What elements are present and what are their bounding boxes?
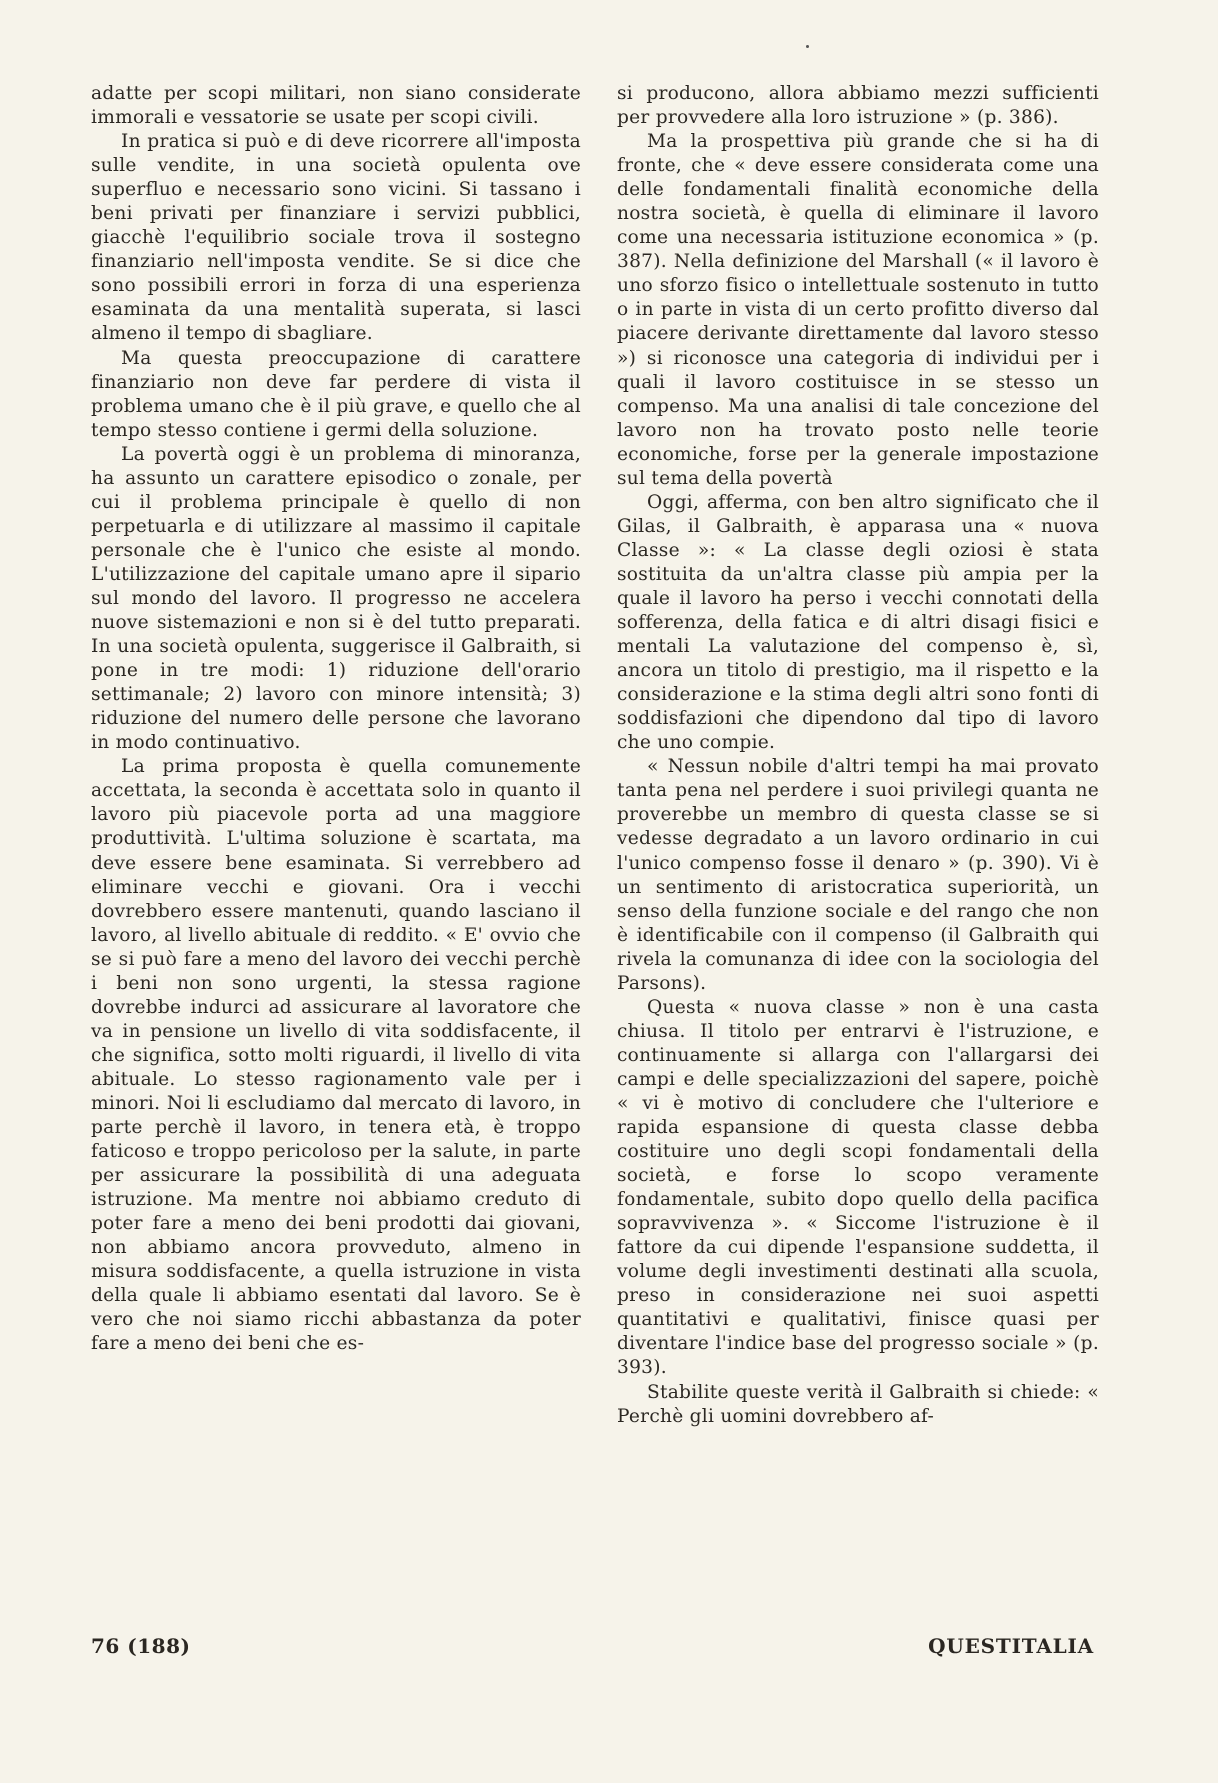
page-number: 76 (188) <box>91 1634 191 1658</box>
paragraph: La povertà oggi è un problema di minoranza, ha assunto un carattere episodico o zonale, per cui il problema principale è quello di non perpetuarla e di utilizzare al massimo il capitale personale che è l'unico che esiste al mondo. L'utilizzazione del capitale umano apre il sipario sul mondo del lavoro. Il progresso ne accelera nuove sistemazioni e non si è del tutto preparati. In una società opulenta, suggerisce il Galbraith, si pone in tre modi: 1) riduzione dell'orario settimanale; 2) lavoro con minore intensità; 3) riduzione del numero delle persone che lavorano in modo continuativo. <box>91 443 581 754</box>
paragraph: Oggi, afferma, con ben altro significato che il Gilas, il Galbraith, è apparasa una « nuova Classe »: « La classe degli oziosi è stata sostituita da un'altra classe più ampia per la quale il lavoro ha perso i vecchi connotati della sofferenza, della fatica e di altri disagi fisici e mentali La valutazione del compenso è, sì, ancora un titolo di prestigio, ma il rispetto e la considerazione e la stima degli altri sono fonti di soddisfazioni che dipendono dal tipo di lavoro che uno compie. <box>617 491 1099 754</box>
paragraph: In pratica si può e di deve ricorrere all'imposta sulle vendite, in una società opulenta ove superfluo e necessario sono vicini. Si tassano i beni privati per finanziare i servizi pubblici, giacchè l'equilibrio sociale trova il sostegno finanziario nell'imposta vendite. Se si dice che sono possibili errori in forza di una esperienza esaminata da una mentalità superata, si lasci almeno il tempo di sbagliare. <box>91 131 581 345</box>
publication-title: QUESTITALIA <box>928 1634 1094 1658</box>
paragraph: adatte per scopi militari, non siano considerate immorali e vessatorie se usate per scopi civili. <box>91 83 581 129</box>
ink-speck <box>806 45 809 48</box>
paragraph: Questa « nuova classe » non è una casta chiusa. Il titolo per entrarvi è l'istruzione, e continuamente si allarga con l'allargarsi dei campi e delle specializzazioni del sapere, poichè « vi è motivo di concludere che l'ulteriore e rapida espansione di questa classe debba costituire uno degli scopi fondamentali della società, e forse lo scopo veramente fondamentale, subito dopo quello della pacifica sopravvivenza ». « Siccome l'istruzione è il fattore da cui dipende l'espansione suddetta, il volume degli investimenti destinati alla scuola, preso in considerazione nei suoi aspetti quantitativi e qualitativi, finisce quasi per diventare l'indice base del progresso sociale » (p. 393). <box>617 996 1099 1379</box>
paragraph: « Nessun nobile d'altri tempi ha mai provato tanta pena nel perdere i suoi privilegi quanta ne proverebbe un membro di questa classe se si vedesse degradato a un lavoro ordinario in cui l'unico compenso fosse il denaro » (p. 390). Vi è un sentimento di aristocratica superiorità, un senso della funzione sociale e del rango che non è identificabile con il compenso (il Galbraith qui rivela la comunanza di idee con la sociologia del Parsons). <box>617 756 1099 994</box>
right-column <box>617 82 1099 1429</box>
paragraph: La prima proposta è quella comunemente accettata, la seconda è accettata solo in quanto il lavoro più piacevole porta ad una maggiore produttività. L'ultima soluzione è scartata, ma deve essere bene esaminata. Si verrebbero ad eliminare vecchi e giovani. Ora i vecchi dovrebbero essere mantenuti, quando lasciano il lavoro, al livello abituale di reddito. « E' ovvio che se si può fare a meno del lavoro dei vecchi perchè i beni non sono urgenti, la stessa ragione dovrebbe indurci ad assicurare al lavoratore che va in pensione un livello di vita soddisfacente, il che significa, sotto molti riguardi, il livello di vita abituale. Lo stesso ragionamento vale per i minori. Noi li escludiamo dal mercato di lavoro, in parte perchè il lavoro, in tenera età, è troppo faticoso e troppo pericoloso per la salute, in parte per assicurare la possibilità di una adeguata istruzione. Ma mentre noi abbiamo creduto di poter fare a meno dei beni prodotti dai giovani, non abbiamo ancora provveduto, almeno in misura soddisfacente, a quella istruzione in vista della quale li abbiamo esentati dal lavoro. Se è vero che noi siamo ricchi abbastanza da poter fare a meno dei beni che es- <box>91 756 581 1355</box>
paragraph: Ma questa preoccupazione di carattere finanziario non deve far perdere di vista il problema umano che è il più grave, e quello che al tempo stesso contiene i germi della soluzione. <box>91 347 581 441</box>
paragraph: Stabilite queste verità il Galbraith si chiede: « Perchè gli uomini dovrebbero af- <box>617 1381 1099 1427</box>
left-column <box>91 82 581 1356</box>
paragraph: si producono, allora abbiamo mezzi sufficienti per provvedere alla loro istruzione » (p. 386). <box>617 83 1099 129</box>
paragraph: Ma la prospettiva più grande che si ha di fronte, che « deve essere considerata come una delle fondamentali finalità economiche della nostra società, è quella di eliminare il lavoro come una necessaria istituzione economica » (p. 387). Nella definizione del Marshall (« il lavoro è uno sforzo fisico o intellettuale sostenuto in tutto o in parte in vista di un certo profitto diverso dal piacere derivante direttamente dal lavoro stesso ») si riconosce una categoria di individui per i quali il lavoro costituisce in se stesso un compenso. Ma una analisi di tale concezione del lavoro non ha trovato posto nelle teorie economiche, forse per la generale impostazione sul tema della povertà <box>617 131 1099 489</box>
